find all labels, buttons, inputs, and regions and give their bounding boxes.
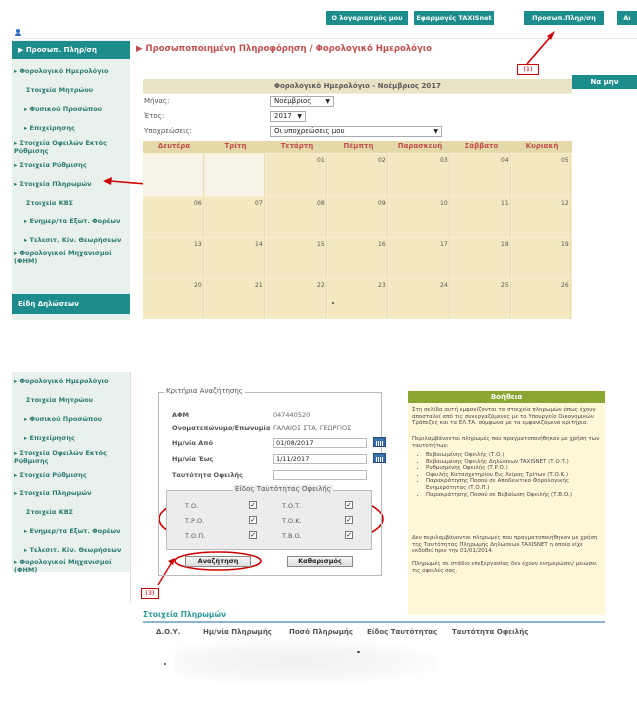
sidebar-bottom (12, 372, 130, 572)
sidebar-item-kbs[interactable]: Στοιχεία ΚΒΣ (26, 199, 74, 207)
sidebar-item-business[interactable]: ▸ Επιχείρησης (24, 434, 75, 442)
help-list-item: • Βεβαιωμένης Οφειλής (Τ.Ο.) (426, 452, 602, 459)
calendar-day-number: 25 (501, 282, 509, 289)
month-select-value: Νοέμβριος (274, 97, 312, 105)
calendar-day-number: 23 (378, 282, 386, 289)
sidebar-item-settlement[interactable]: ▸ Στοιχεία Ρύθμισης (14, 471, 87, 479)
calendar-day-cell[interactable] (205, 154, 265, 196)
afm-value: 047440520 (273, 411, 311, 419)
year-select[interactable] (270, 111, 306, 122)
sidebar-item-label: Φυσικού Προσώπου (29, 105, 103, 113)
column-header-amount: Ποσό Πληρωμής (289, 628, 354, 636)
debt-id-types-legend: Είδος Ταυτότητας Οφειλής (235, 485, 331, 493)
sidebar-item-label: Φυσικού Προσώπου (29, 415, 103, 423)
day-name: Τετάρτη (280, 142, 314, 150)
type-to-label: Τ.Ο. (185, 502, 199, 510)
sidebar-item-debts[interactable]: ▸ Στοιχεία Οφειλών Εκτός Ρύθμισης (14, 139, 107, 155)
date-from-label: Ημ/νία Από (172, 439, 213, 447)
redacted-payments-area (175, 640, 435, 684)
type-top-checkbox[interactable]: ✓ (250, 531, 256, 539)
year-select-value: 2017 (274, 112, 292, 120)
calendar-day-number: 20 (194, 282, 202, 289)
date-from-field[interactable]: 01/08/2017 (273, 438, 367, 448)
name-value: ΓΑΛΑΙΟΣ ΣΤΑ. ΓΕΩΡΓΙΟΣ (273, 424, 352, 432)
debt-id-label: Ταυτότητα Οφειλής (172, 471, 243, 479)
name-label: Ονοματεπώνυμο/Επωνυμία (172, 424, 271, 432)
sidebar-header-declarations[interactable]: Είδη Δηλώσεων (12, 294, 130, 314)
calendar-day-number: 18 (501, 241, 509, 248)
calendar-day-number: 19 (561, 241, 569, 248)
month-label: Μήνας: (144, 97, 170, 105)
arrow-icon (103, 177, 146, 185)
calendar-day-number: 12 (561, 200, 569, 207)
sidebar-item-label: Στοιχεία Πληρωμών (19, 489, 92, 497)
breadcrumb: ▶ Προσωποποιημένη Πληροφόρηση / Φορολογικό Ημερολόγιο (136, 44, 432, 54)
sidebar-item-registry[interactable]: Στοιχεία Μητρώου (26, 86, 94, 94)
help-paragraph: Πληρωμές σε στάδιο επεξεργασίας δεν έχουν ενημερώσει/ μειώσει τις οφειλές σας. (412, 561, 597, 574)
calendar-day-cell[interactable] (143, 154, 204, 196)
divider (130, 372, 131, 602)
calendar-day-number: 14 (255, 241, 263, 248)
sidebar-item-label: Στοιχεία Ρύθμισης (19, 471, 87, 479)
calendar-day-number: 10 (440, 200, 448, 207)
tab-truncated[interactable]: Αι (617, 11, 637, 25)
calendar-day-number: 22 (317, 282, 325, 289)
sidebar-header-label: Προσωπ. Πληρ/ση (25, 46, 97, 54)
help-list-item: • Ρυθμισμένης Οφειλής (Τ.Ρ.Ο.) (426, 465, 602, 472)
sidebar-item-registry[interactable]: Στοιχεία Μητρώου (26, 396, 94, 404)
payments-separator (143, 621, 605, 623)
help-list-item: • Παρακράτησης Ποσού σε Βεβαίωση Οφειλής (Τ.Β.Ο.) (426, 492, 602, 499)
calendar-day-number: 05 (561, 157, 569, 164)
type-tot-checkbox[interactable]: ✓ (346, 501, 352, 509)
calendar-day-number: 21 (255, 282, 263, 289)
help-paragraph: Στη σελίδα αυτή εμφανίζονται τα στοιχεία πληρωμών όπως έχουν αποσταλεί από τις συνεργαζόμενες με το Υπουργείο Οικονομικών Τράπεζες και τα ΕΛ.ΤΑ. σύμφωνα με τα εμφανιζόμενα κριτήρια. (412, 407, 596, 427)
help-paragraph: Περιλαμβάνονται πληρωμές που πραγματοποιήθηκαν με χρήση των ταυτοτήτων: (412, 436, 600, 449)
sidebar-item-label: Ενημερ/τα Εξωτ. Φορέων (29, 527, 121, 535)
date-to-label: Ημ/νία Έως (172, 455, 214, 463)
calendar-day-number: 13 (194, 241, 202, 248)
clear-button[interactable]: Καθαρισμός (287, 556, 353, 567)
type-tok-checkbox[interactable]: ✓ (346, 516, 352, 524)
sidebar-item-tax-calendar[interactable]: ▸ Φορολογικό Ημερολόγιο (14, 67, 109, 75)
column-header-doy: Δ.Ο.Υ. (156, 628, 181, 636)
search-criteria-legend: Κριτήρια Αναζήτησης (166, 387, 243, 395)
sidebar-item-label: Τελεσιτ. Κίν. Θεωρήσεων (29, 546, 122, 554)
sidebar-item-tax-calendar[interactable]: ▸ Φορολογικό Ημερολόγιο (14, 377, 109, 385)
help-list-item: • Παρακράτησης Ποσού σε Αποδεικτικό Φορολογικής Ενημερότητας (Τ.Ο.Π.) (426, 478, 602, 491)
type-top-label: Τ.Ο.Π. (185, 532, 206, 540)
search-button[interactable]: Αναζήτηση (185, 556, 251, 567)
sidebar-item-label: Φορολογικό Ημερολόγιο (19, 67, 109, 75)
sidebar-item-label: Στοιχεία Ρύθμισης (19, 161, 87, 169)
sidebar-item-kbs[interactable]: Στοιχεία ΚΒΣ (26, 508, 74, 516)
sidebar-item-label: Στοιχεία Πληρωμών (19, 180, 92, 188)
obligations-select-value: Οι υποχρεώσεις μου (274, 127, 345, 135)
column-header-payment-date: Ημ/νία Πληρωμής (203, 628, 272, 636)
obligations-label: Υποχρεώσεις: (144, 127, 192, 135)
column-header-debt-id: Ταυτότητα Οφειλής (452, 628, 529, 636)
sidebar-item-label: Επιχείρησης (29, 124, 75, 132)
calendar-day-number: 11 (501, 200, 509, 207)
calendar-day-number: 06 (194, 200, 202, 207)
type-tro-label: Τ.Ρ.Ο. (185, 517, 205, 525)
calendar-day-number: 15 (317, 241, 325, 248)
sidebar-item-label: Ενημερ/τα Εξωτ. Φορέων (29, 217, 121, 225)
side-panel-header: Να μην (572, 75, 637, 89)
calendar-day-number: 17 (440, 241, 448, 248)
redacted-mark (164, 663, 166, 665)
dropdown-arrow-icon: ▼ (325, 98, 330, 105)
sidebar-item-label: Στοιχεία Οφειλών Εκτός Ρύθμισης (14, 449, 107, 465)
day-name: Σάββατο (464, 142, 499, 150)
dropdown-arrow-icon: ▼ (297, 113, 302, 120)
help-paragraph: Δεν περιλαμβάνονται πληρωμές που πραγματοποιήθηκαν με χρήση της Ταυτότητας Πληρωμής Δηλώσεων TAXISNET η οποία είχε εκδοθεί πριν την 01/01/2014. (412, 535, 598, 555)
sidebar-item-settlement[interactable]: ▸ Στοιχεία Ρύθμισης (14, 161, 87, 169)
breadcrumb-text: Προσωποποιημένη Πληροφόρηση / Φορολογικό Ημερολόγιο (145, 44, 432, 54)
tab-my-account[interactable]: Ο λογαριασμός μου (326, 11, 408, 25)
sidebar-item-payments[interactable]: ▸ Στοιχεία Πληρωμών (14, 180, 92, 188)
type-tbo-checkbox[interactable]: ✓ (346, 531, 352, 539)
sidebar-item-label: Φορολογικό Ημερολόγιο (19, 377, 109, 385)
year-label: Έτος: (144, 112, 165, 120)
month-select[interactable] (270, 96, 334, 107)
sidebar-item-natural-person[interactable]: ▸ Φυσικού Προσώπου (24, 105, 103, 113)
sidebar-item-payments[interactable]: ▸ Στοιχεία Πληρωμών (14, 489, 92, 497)
type-tok-label: Τ.Ο.Κ. (282, 517, 302, 525)
calendar-dot (332, 302, 334, 304)
day-name: Δευτέρα (157, 142, 191, 150)
redacted-mark (357, 651, 360, 653)
calendar-day-number: 01 (317, 157, 325, 164)
calendar-day-number: 03 (440, 157, 448, 164)
day-name: Κυριακή (525, 142, 559, 150)
sidebar-item-fhm[interactable]: ▸ Φορολογικοί Μηχανισμοί (ΦΗΜ) (14, 558, 112, 574)
type-tbo-label: Τ.Β.Ο. (282, 532, 302, 540)
calendar-day-number: 26 (561, 282, 569, 289)
calendar-day-number: 02 (378, 157, 386, 164)
sidebar-item-fhm[interactable]: ▸ Φορολογικοί Μηχανισμοί (ΦΗΜ) (14, 249, 112, 265)
calendar-day-number: 24 (440, 282, 448, 289)
sidebar-item-label: Τελεσιτ. Κίν. Θεωρήσεων (29, 236, 122, 244)
calendar-picker-icon[interactable] (373, 437, 386, 447)
sidebar-item-debts[interactable]: ▸ Στοιχεία Οφειλών Εκτός Ρύθμισης (14, 449, 107, 465)
arrow-icon (527, 31, 555, 64)
sidebar-item-natural-person[interactable]: ▸ Φυσικού Προσώπου (24, 415, 103, 423)
tab-personalized-info[interactable]: Προσωπ.Πληρ/ση (524, 11, 604, 25)
calendar-day-number: 08 (317, 200, 325, 207)
annotation-label: (1) (517, 64, 539, 75)
calendar-title: Φορολογικό Ημερολόγιο - Νοέμβριος 2017 (143, 79, 572, 93)
type-tot-label: Τ.Ο.Τ. (282, 502, 302, 510)
calendar-day-number: 04 (501, 157, 509, 164)
sidebar-item-label: Επιχείρησης (29, 434, 75, 442)
type-tro-checkbox[interactable]: ✓ (250, 516, 256, 524)
day-name: Παρασκευή (397, 142, 443, 150)
sidebar-header-personalized[interactable]: ▶ Προσωπ. Πληρ/ση (12, 41, 130, 59)
calendar-day-number: 16 (378, 241, 386, 248)
sidebar-item-label: Φορολογικοί Μηχανισμοί (ΦΗΜ) (14, 249, 112, 265)
day-name: Τρίτη (224, 142, 247, 150)
day-name: Πέμπτη (343, 142, 374, 150)
payments-title: Στοιχεία Πληρωμών (143, 610, 227, 619)
help-list-item: • Βεβαιωμένης Οφειλής Δηλώσεων TAXISNET (Τ.Ο.Τ.) (426, 459, 602, 466)
calendar-day-number: 09 (378, 200, 386, 207)
dropdown-arrow-icon: ▼ (433, 128, 438, 135)
calendar-day-number: 07 (255, 200, 263, 207)
sidebar-item-business[interactable]: ▸ Επιχείρησης (24, 124, 75, 132)
afm-label: ΑΦΜ (172, 411, 190, 419)
sidebar-item-external[interactable]: ▸ Ενημερ/τα Εξωτ. Φορέων (24, 217, 121, 225)
help-list (412, 452, 602, 498)
sidebar-item-customs[interactable]: ▸ Τελεσιτ. Κίν. Θεωρήσεων (24, 236, 122, 244)
obligations-select[interactable] (270, 126, 442, 137)
help-title: Βοήθεια (408, 391, 605, 403)
sidebar-item-customs[interactable]: ▸ Τελεσιτ. Κίν. Θεωρήσεων (24, 546, 122, 554)
debt-id-field[interactable] (273, 470, 367, 480)
help-list-item: • Οφειλής Κατασχετηρίου Εις Χείρας Τρίτων (Τ.Ο.Κ.) (426, 472, 602, 479)
date-to-field[interactable]: 1/11/2017 (273, 454, 367, 464)
sidebar-item-external[interactable]: ▸ Ενημερ/τα Εξωτ. Φορέων (24, 527, 121, 535)
tab-taxisnet-apps[interactable]: Εφαρμογές TAXISnet (414, 11, 494, 25)
column-header-id-type: Είδος Ταυτότητας (367, 628, 438, 636)
annotation-label: (3) (141, 588, 159, 599)
type-to-checkbox[interactable]: ✓ (250, 501, 256, 509)
sidebar-item-label: Στοιχεία Οφειλών Εκτός Ρύθμισης (14, 139, 107, 155)
sidebar-item-label: Φορολογικοί Μηχανισμοί (ΦΗΜ) (14, 558, 112, 574)
calendar-picker-icon[interactable] (373, 453, 386, 463)
